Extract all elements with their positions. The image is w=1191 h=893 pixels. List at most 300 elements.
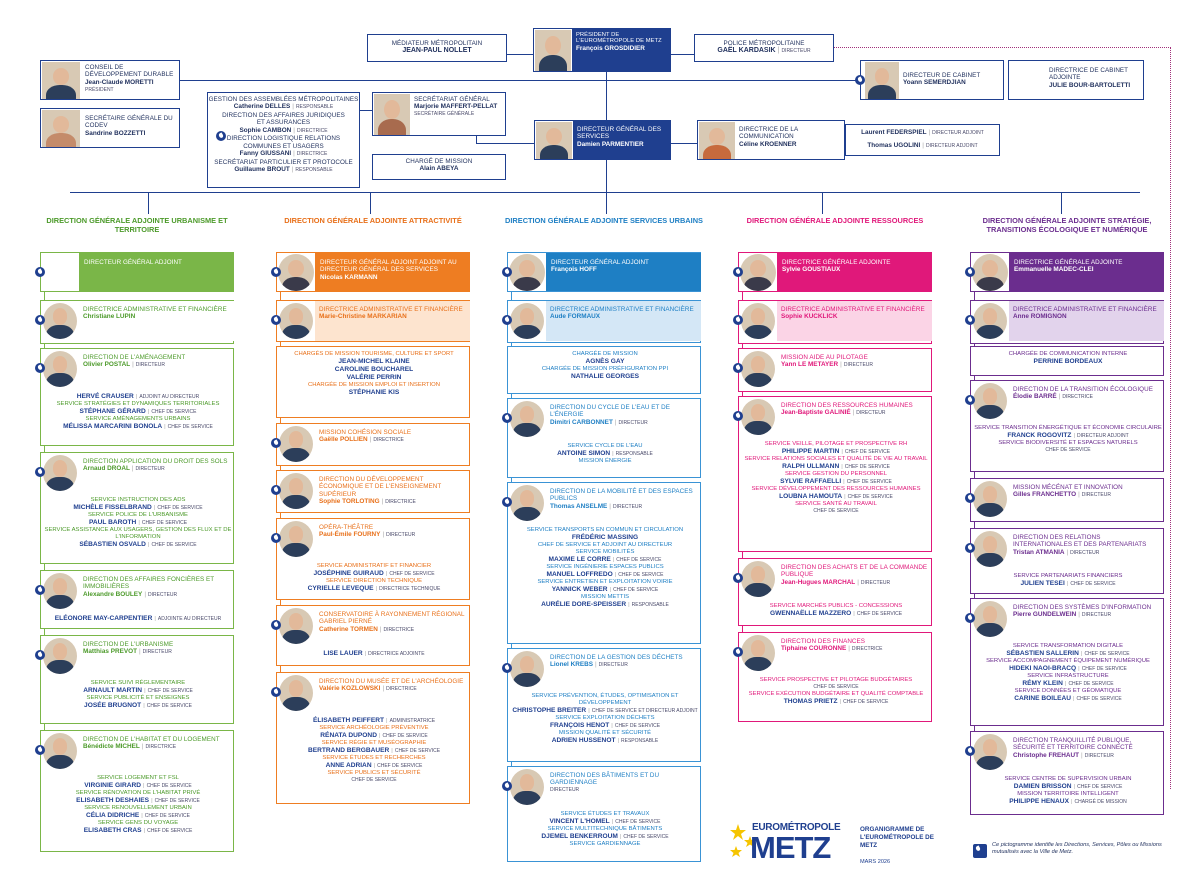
mutualise-icon — [733, 267, 743, 277]
photo-face — [520, 774, 535, 791]
separator: | — [144, 688, 146, 694]
block-name: Paul-Émile FOURNY — [319, 531, 381, 539]
photo-face — [53, 738, 68, 755]
block-photo — [973, 601, 1007, 637]
separator: | — [1066, 581, 1069, 587]
photo-body — [744, 583, 771, 597]
separator: | — [611, 723, 613, 729]
person-name: AGNÈS GAY — [585, 358, 625, 365]
service-line — [510, 594, 700, 601]
service-list — [741, 677, 931, 706]
service-line — [973, 440, 1163, 447]
block-role: DIRECTEUR — [860, 579, 891, 586]
footer — [728, 818, 1178, 878]
service-name: MISSION ÉNERGIE — [578, 458, 632, 464]
person-name: ANTOINE SIMON — [557, 450, 611, 457]
separator: | — [382, 531, 385, 539]
person-name: ELÉONORE MAY-CARPENTIER — [54, 615, 153, 622]
block-title: OPÉRA-THÉÂTRE — [319, 524, 374, 531]
service-line — [279, 570, 469, 578]
block-header — [777, 301, 932, 341]
mutualise-icon — [502, 413, 512, 423]
photo-body — [976, 756, 1003, 770]
block-title: CONSERVATOIRE À RAYONNEMENT RÉGIONAL GABRIEL PIERNÉ — [319, 611, 465, 626]
block-name-line — [1013, 393, 1160, 402]
block-name-line — [319, 626, 466, 635]
org-title: ORGANIGRAMME DE L'EUROMÉTROPOLE DE METZ — [860, 826, 934, 849]
photo-body — [744, 277, 773, 291]
block-photo — [510, 651, 544, 687]
block-role: DIRECTEUR — [1070, 549, 1100, 556]
service-line — [741, 508, 931, 515]
person-name: PAUL BAROTH — [88, 519, 137, 526]
block-title: DIRECTRICE ADMINISTRATIVE ET FINANCIÈRE — [1013, 306, 1157, 313]
direction-block — [970, 300, 1164, 344]
service-line — [279, 382, 469, 389]
cabinet-adj-name: JULIE BOUR-BARTOLETTI — [1049, 81, 1131, 89]
block-name: Christiane LUPIN — [83, 313, 136, 321]
block-header — [777, 397, 932, 437]
block-role: DIRECTEUR — [1081, 492, 1111, 499]
person-role: CHEF DE SERVICE — [813, 684, 859, 690]
person-role: DIRECTRICE TECHNIQUE — [379, 586, 441, 592]
block-header — [1009, 301, 1164, 341]
direction-block — [276, 423, 470, 466]
mutualise-icon — [965, 395, 975, 405]
service-line — [510, 571, 700, 579]
service-list — [741, 441, 931, 515]
secretariat-photo — [374, 94, 410, 135]
person-name: CAROLINE BOUCHAREL — [334, 366, 414, 373]
communication-title: DIRECTRICE DE LA COMMUNICATION — [739, 126, 798, 141]
mutualise-icon — [733, 647, 743, 657]
photo-body — [976, 405, 1003, 419]
service-line — [279, 717, 469, 725]
separator: | — [848, 645, 850, 653]
direction-block — [738, 558, 932, 626]
codev-photo — [42, 110, 80, 147]
block-photo — [43, 573, 77, 609]
codev-name: Sandrine BOZZETTI — [85, 129, 146, 137]
service-line — [741, 478, 931, 486]
dga-title: DIRECTEUR GÉNÉRAL ADJOINT ADJOINT AU DIRECTEUR GÉNÉRAL DES SERVICES — [320, 259, 457, 274]
block-name-line — [781, 361, 928, 370]
separator: | — [143, 703, 145, 709]
block-header — [546, 649, 701, 689]
dga-title: DIRECTRICE GÉNÉRALE ADJOINTE — [1014, 259, 1123, 266]
service-line — [510, 833, 700, 841]
block-title: DIRECTION DES SYSTÈMES D'INFORMATION — [1013, 604, 1152, 611]
block-role: DIRECTEUR — [386, 532, 416, 539]
service-list — [973, 425, 1163, 454]
dga-title: DIRECTEUR GÉNÉRAL ADJOINT — [84, 259, 182, 266]
photo-face — [983, 606, 998, 623]
service-name: MISSION QUALITÉ ET SÉCURITÉ — [558, 730, 652, 736]
service-line — [279, 732, 469, 740]
service-line — [43, 782, 233, 790]
column-heading: DIRECTION GÉNÉRALE ADJOINTE RESSOURCES — [746, 216, 924, 225]
service-line — [279, 777, 469, 784]
comm-adj-name-1: Thomas UGOLINI — [867, 141, 921, 149]
block-title: DIRECTION DE LA MOBILITÉ ET DES ESPACES PUBLICS — [550, 488, 693, 503]
block-title: MISSION MÉCÉNAT ET INNOVATION — [1013, 484, 1123, 491]
service-line — [43, 541, 233, 549]
service-line — [43, 416, 233, 423]
block-photo — [973, 383, 1007, 419]
service-name: MISSION METTIS — [580, 594, 630, 600]
person-name: MICHÈLE FISSELBRAND — [73, 504, 152, 511]
separator: | — [1064, 681, 1067, 687]
direction-block — [507, 300, 701, 343]
mutualise-icon — [271, 687, 281, 697]
block-name-line — [550, 313, 697, 322]
block-header — [777, 349, 932, 389]
block-name: Jean-Hugues MARCHAL — [781, 578, 856, 586]
photo-face — [983, 486, 998, 503]
service-name: SERVICE DÉVELOPPEMENT DES RESSOURCES HUMAINES — [751, 486, 921, 492]
block-name-line — [83, 648, 230, 657]
photo-face — [983, 388, 998, 405]
service-name: SERVICE RÉNOVATION DE L'HABITAT PRIVÉ — [75, 790, 201, 796]
photo-face — [519, 260, 535, 277]
block-header — [777, 559, 932, 599]
block-header — [1009, 381, 1164, 421]
service-line — [741, 698, 931, 706]
service-name: SERVICE RENOUVELLEMENT URBAIN — [84, 805, 192, 811]
block-role: DIRECTRICE — [385, 499, 416, 506]
separator: | — [1078, 666, 1080, 672]
direction-block — [507, 346, 701, 394]
direction-block — [40, 570, 234, 629]
service-name: SERVICE AMÉNAGEMENTS URBAINS — [85, 416, 191, 422]
service-line — [43, 775, 233, 782]
separator: | — [151, 798, 153, 804]
service-name: SERVICE MULTITECHNIQUE BÂTIMENTS — [547, 826, 663, 832]
person-name: GWENNAËLLE MAZZERO — [769, 610, 852, 617]
block-name-line — [550, 503, 697, 512]
service-line — [43, 702, 233, 710]
block-photo — [973, 531, 1007, 567]
dga-photo — [278, 254, 314, 291]
service-line — [973, 783, 1163, 791]
president-title: PRÉSIDENT DE L'EUROMÉTROPOLE DE METZ — [576, 32, 662, 45]
person-name: STÉPHANE GÉRARD — [79, 408, 146, 415]
service-name: SERVICE GENS DU VOYAGE — [97, 820, 179, 826]
block-name-line — [319, 531, 466, 540]
service-line — [741, 691, 931, 698]
president-box — [533, 28, 671, 72]
mutualise-icon — [973, 844, 987, 858]
service-list — [973, 776, 1163, 806]
photo-body — [976, 325, 1003, 339]
photo-body — [976, 553, 1003, 567]
service-list — [973, 573, 1163, 588]
separator: | — [840, 361, 842, 369]
person-role: ADJOINTE AU DIRECTEUR — [157, 616, 222, 622]
person-role: CHEF DE SERVICE — [813, 508, 859, 514]
person-role: CHEF DE SERVICE — [846, 479, 892, 485]
mutualise-icon — [271, 533, 281, 543]
cabinet-photo — [865, 62, 899, 99]
photo-body — [513, 277, 542, 291]
block-title: DIRECTION DES RESSOURCES HUMAINES — [781, 402, 913, 409]
photo-face — [289, 680, 304, 697]
mutualise-icon — [216, 131, 226, 141]
service-name: SERVICE ENTRETIEN ET EXPLOITATION VOIRIE — [537, 579, 673, 585]
service-line — [973, 650, 1163, 658]
photo-body — [282, 325, 309, 339]
police-name: GAËL KARDASIK — [717, 47, 776, 55]
block-name-line — [1013, 752, 1160, 761]
service-line — [741, 603, 931, 610]
person-name: CYRIELLE LEVEQUE — [307, 585, 374, 592]
separator: | — [375, 586, 378, 592]
dga-title: DIRECTRICE GÉNÉRALE ADJOINTE — [782, 259, 891, 266]
separator: | — [143, 783, 145, 789]
service-line — [510, 443, 700, 450]
dga-header — [1009, 253, 1164, 291]
service-line — [43, 393, 233, 401]
service-name: SERVICE ASSISTANCE AUX USAGERS, GESTION DES FLUX ET DE L'INFORMATION — [44, 527, 232, 540]
separator: | — [857, 578, 859, 586]
service-list — [973, 643, 1163, 703]
person-role: CHEF DE SERVICE — [146, 783, 192, 789]
block-header — [1009, 529, 1164, 569]
person-role: CHEF DE SERVICE — [1077, 784, 1123, 790]
dga-box — [507, 252, 701, 292]
separator: | — [853, 611, 855, 617]
photo-body — [282, 448, 309, 462]
block-title: DIRECTION DES RELATIONS INTERNATIONALES ET DES PARTENARIATS — [1013, 534, 1147, 549]
mutualise-icon — [733, 573, 743, 583]
service-line — [973, 447, 1163, 454]
assemblee-role-3: RESPONSABLE — [295, 166, 333, 173]
person-name: ÉLISABETH PEIFFERT — [312, 717, 385, 724]
block-role: DIRECTEUR — [135, 466, 165, 473]
person-role: CHEF DE SERVICE — [147, 688, 193, 694]
separator: | — [839, 699, 842, 705]
service-line — [973, 358, 1163, 366]
block-role: DIRECTEUR — [843, 362, 874, 369]
service-name: SERVICE DONNÉES ET GÉOMATIQUE — [1014, 688, 1122, 694]
mutualise-icon — [965, 613, 975, 623]
service-name: SERVICE EXPLOITATION DÉCHETS — [555, 715, 655, 721]
block-role: DIRECTEUR — [612, 503, 643, 510]
block-photo — [973, 734, 1007, 770]
person-role: CHEF DE SERVICE — [157, 505, 203, 511]
service-line — [43, 790, 233, 797]
service-line — [279, 374, 469, 382]
direction-block — [276, 346, 470, 418]
block-name-line — [1013, 313, 1160, 322]
service-line — [741, 493, 931, 501]
mutualise-icon — [502, 781, 512, 791]
separator: | — [1081, 751, 1083, 759]
separator: | — [841, 449, 843, 455]
photo-face — [520, 490, 535, 507]
mission-name: Alain ABEYA — [419, 165, 459, 173]
service-name: CHARGÉE DE MISSION PRÉFIGURATION PPI — [541, 366, 669, 372]
service-line — [741, 501, 931, 508]
block-name: Anne ROMIGNON — [1013, 313, 1067, 321]
direction-block — [738, 632, 932, 722]
direction-block — [40, 300, 234, 344]
person-role: ADMINISTRATRICE — [389, 718, 436, 724]
service-name: CHARGÉE DE MISSION EMPLOI ET INSERTION — [307, 382, 441, 388]
block-name: Olivier POSTAL — [83, 361, 131, 369]
separator: | — [378, 733, 381, 739]
block-photo — [43, 351, 77, 387]
service-name: SERVICE PARTENARIATS FINANCIERS — [1013, 573, 1123, 579]
police-role: DIRECTEUR — [781, 48, 811, 55]
person-role: CHEF DE SERVICE — [382, 733, 428, 739]
person-name: ELISABETH CRAS — [83, 827, 142, 834]
person-name: AURÉLIE DORE-SPEISSER — [541, 601, 627, 608]
person-role: CHEF DE SERVICE — [1070, 581, 1116, 587]
conseil-role: PRÉSIDENT — [85, 87, 114, 94]
separator: | — [369, 436, 372, 444]
separator: | — [612, 451, 614, 457]
service-line — [279, 358, 469, 366]
block-name-line — [319, 436, 466, 445]
block-photo — [741, 561, 775, 597]
block-name: Aude FORMAUX — [550, 313, 601, 321]
separator: | — [1078, 611, 1080, 619]
secretariat-role: SECRÉTAIRE GÉNÉRALE — [414, 110, 475, 117]
person-name: JOSÉE BRUGNOT — [84, 702, 142, 709]
separator: | — [381, 498, 384, 506]
person-name: JEAN-MICHEL KLAINE — [338, 358, 410, 365]
dga-title: DIRECTEUR GÉNÉRAL ADJOINT — [551, 259, 649, 266]
service-name: SERVICE DIRECTION TECHNIQUE — [325, 578, 422, 584]
block-name-line — [550, 419, 697, 428]
comm-adj-name-0: Laurent FEDERSPIEL — [861, 129, 927, 136]
conseil-name: Jean-Claude MORETTI — [85, 78, 154, 86]
person-role: CHEF DE SERVICE — [1084, 651, 1130, 657]
service-name: SERVICE INGÉNIERIE ESPACES PUBLICS — [546, 564, 664, 570]
logo-main: METZ — [750, 830, 831, 865]
block-role: DIRECTEUR — [135, 362, 165, 369]
mediateur-box — [367, 34, 507, 62]
president-name: François GROSDIDIER — [576, 44, 645, 52]
block-photo — [279, 303, 313, 339]
block-name: Tristan ATMANIA — [1013, 548, 1065, 556]
service-line — [973, 688, 1163, 695]
block-name-line — [83, 361, 230, 370]
service-list — [973, 351, 1163, 366]
direction-block — [970, 478, 1164, 522]
person-name: FRANCK ROGOVITZ — [1007, 432, 1072, 439]
block-photo — [510, 401, 544, 437]
direction-block — [507, 766, 701, 862]
separator: | — [147, 409, 150, 415]
block-role: DIRECTEUR — [856, 410, 886, 417]
service-line — [510, 715, 700, 722]
photo-body — [46, 755, 73, 769]
block-header — [1009, 479, 1164, 519]
assemblee-name-0: Catherine DELLES — [233, 103, 291, 111]
service-line — [43, 401, 233, 408]
person-name: CÉLIA DIDRICHE — [86, 812, 140, 819]
person-name: ELISABETH DESHAIES — [76, 797, 150, 804]
direction-block — [40, 452, 234, 564]
block-header — [546, 483, 701, 523]
person-name: RÉNATA DUPOND — [320, 732, 377, 739]
column-heading: DIRECTION GÉNÉRALE ADJOINTE URBANISME ET TERRITOIRE — [46, 216, 228, 234]
service-name: CHARGÉE DE MISSION — [572, 351, 638, 357]
person-role: CHEF DE SERVICE ET DIRECTEUR ADJOINT — [591, 708, 698, 714]
direction-block — [507, 398, 701, 478]
person-name: MANUEL LOFFREDO — [546, 571, 613, 578]
photo-body — [46, 373, 73, 387]
block-name: Jean-Baptiste GALINIÉ — [781, 409, 851, 417]
service-line — [510, 358, 700, 366]
service-name: SERVICE PUBLICITÉ ET ENSEIGNES — [86, 695, 190, 701]
block-photo — [279, 426, 313, 462]
separator: | — [141, 813, 143, 819]
communication-photo — [699, 122, 735, 159]
block-name-line — [1013, 549, 1160, 558]
mutualise-icon — [35, 650, 45, 660]
person-name: JOSÉPHINE GUIRAUD — [313, 570, 384, 577]
mission-title: CHARGÉ DE MISSION — [405, 158, 473, 165]
assemblee-title-3: SECRÉTARIAT PARTICULIER ET PROTOCOLE — [214, 158, 353, 166]
footer-note: Ce pictogramme identifie les Directions, Services, Pôles ou Missions mutualisés avec la Ville de Metz. — [992, 842, 1162, 855]
block-header — [79, 349, 234, 389]
photo-body — [282, 277, 311, 291]
service-line — [973, 665, 1163, 673]
person-name: RALPH ULLMANN — [782, 463, 840, 470]
service-name: SERVICE INFRASTRUCTURE — [1027, 673, 1109, 679]
block-role: DIRECTRICE — [1062, 394, 1093, 401]
person-role: CHEF DE SERVICE — [351, 777, 397, 783]
service-line — [510, 693, 700, 707]
service-list — [741, 603, 931, 618]
service-list — [279, 563, 469, 593]
block-photo — [279, 608, 313, 644]
separator: | — [852, 409, 855, 417]
person-role: CHEF DE SERVICE — [616, 557, 662, 563]
photo-face — [289, 613, 304, 630]
block-header — [315, 301, 470, 341]
dga-name: François HOFF — [551, 266, 597, 274]
codev-box — [40, 108, 180, 148]
service-line — [43, 408, 233, 416]
service-list — [510, 527, 700, 609]
service-list — [510, 351, 700, 381]
photo-face — [983, 308, 998, 325]
service-line — [43, 519, 233, 527]
block-role: DIRECTEUR — [550, 786, 580, 793]
dgs-photo — [536, 122, 572, 159]
block-name-line — [83, 743, 230, 752]
separator: | — [1073, 433, 1075, 439]
separator: | — [364, 651, 367, 657]
service-line — [279, 755, 469, 762]
service-name: MISSION TERRITOIRE INTELLIGENT — [1017, 791, 1119, 797]
block-title: DIRECTION APPLICATION DU DROIT DES SOLS — [83, 458, 228, 465]
block-header — [546, 399, 701, 439]
mutualise-icon — [965, 315, 975, 325]
assemblee-title-0: GESTION DES ASSEMBLÉES MÉTROPOLITAINES — [208, 96, 359, 103]
mutualise-icon — [502, 315, 512, 325]
photo-face — [520, 406, 535, 423]
service-line — [279, 389, 469, 397]
block-name-line — [1013, 491, 1160, 500]
block-role: DIRECTEUR — [598, 662, 628, 669]
block-title: DIRECTION DE LA TRANSITION ÉCOLOGIQUE — [1013, 386, 1153, 393]
photo-face — [751, 566, 766, 583]
